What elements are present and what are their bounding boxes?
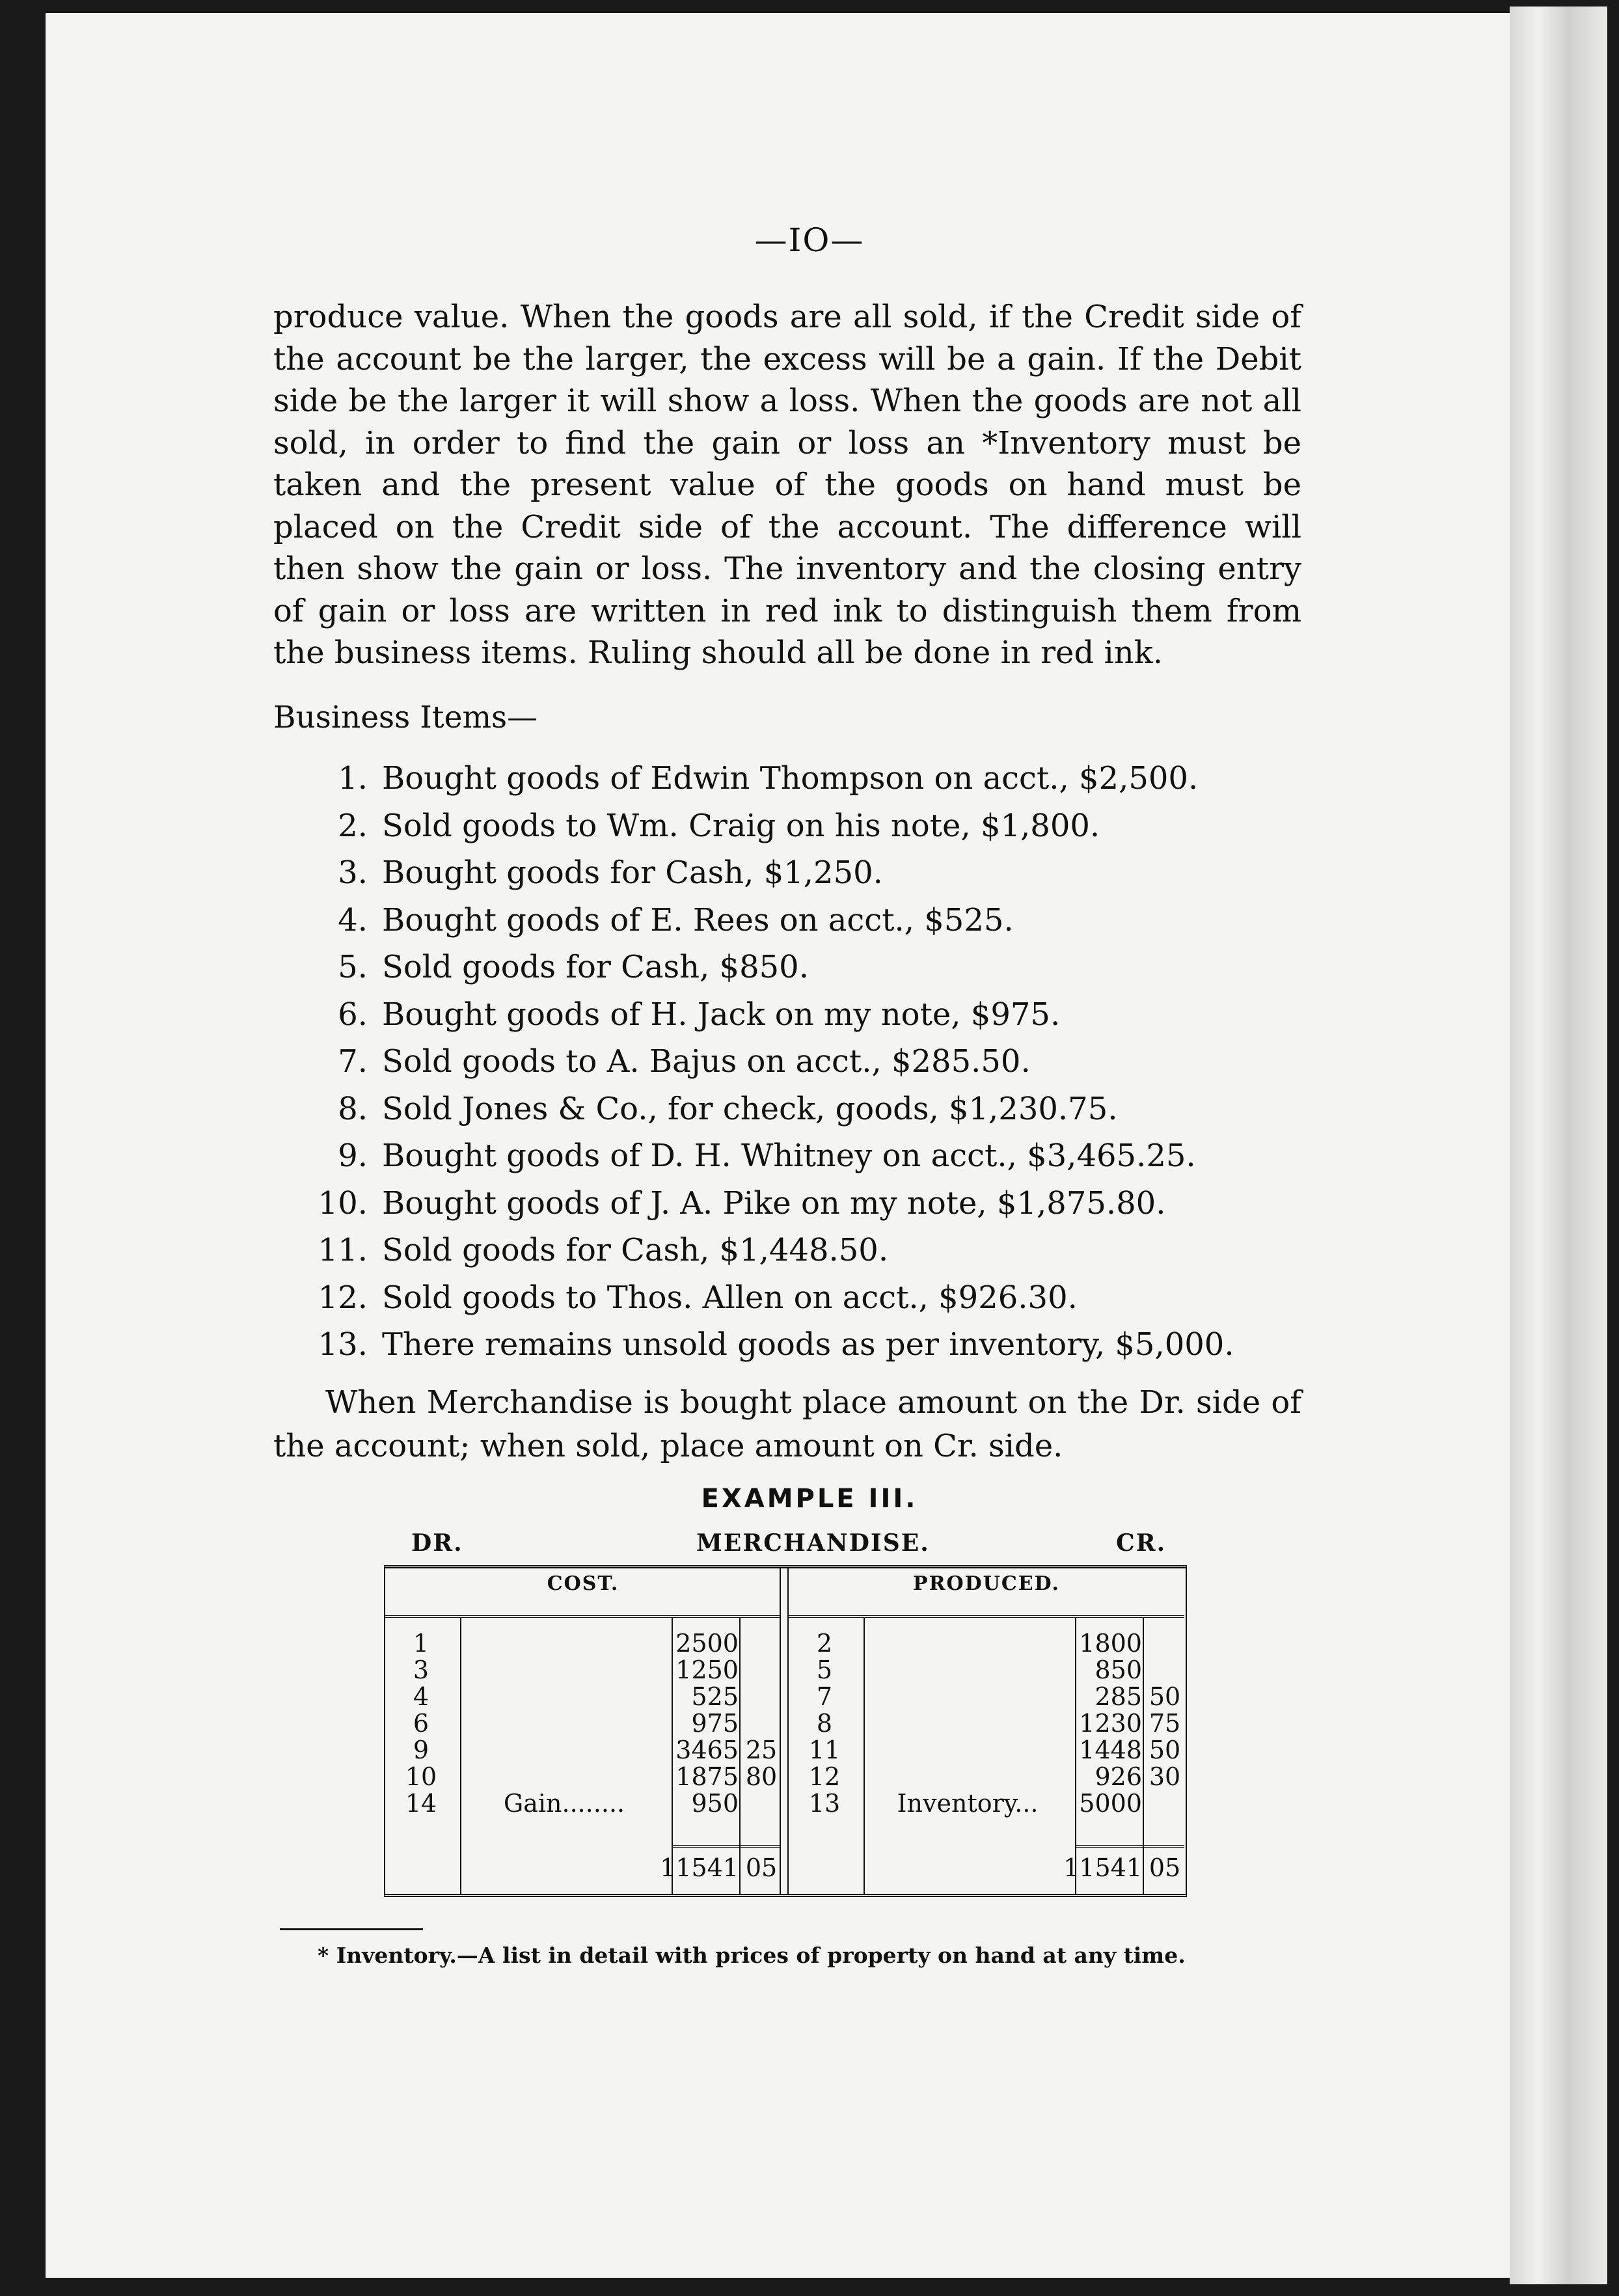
entry-dollars: 1448: [1079, 1736, 1142, 1764]
total-dollars: 11541: [660, 1853, 739, 1882]
item-text: Sold Jones & Co., for check, goods, $1,230.75.: [382, 1090, 1118, 1127]
ledger-table: [384, 1565, 1187, 1897]
entry-dollars: 850: [1095, 1656, 1142, 1684]
account-name: MERCHANDISE.: [696, 1529, 930, 1557]
item-text: Bought goods of E. Rees on acct., $525.: [382, 901, 1014, 938]
business-item: [306, 1321, 1234, 1369]
ledger-row: [789, 1710, 1184, 1737]
ledger-row: [789, 1790, 1184, 1817]
ledger-center-rule: [780, 1568, 789, 1894]
item-text: Sold goods for Cash, $850.: [382, 949, 809, 985]
item-number: 3.: [338, 854, 368, 891]
ledger-row: [385, 1790, 781, 1817]
item-text: Sold goods to A. Bajus on acct., $285.50.: [382, 1043, 1031, 1080]
debit-label: DR.: [411, 1529, 463, 1557]
item-number: 10.: [318, 1184, 368, 1222]
entry-dollars: 525: [691, 1682, 739, 1711]
entry-dollars: 5000: [1079, 1789, 1142, 1818]
entry-cents: 50: [1149, 1736, 1181, 1764]
item-number: 4.: [338, 901, 368, 938]
entry-number: 1: [413, 1629, 429, 1658]
heading-rule: [789, 1615, 1184, 1618]
ledger-row: [789, 1657, 1184, 1684]
item-text: Bought goods for Cash, $1,250.: [382, 854, 883, 891]
item-text: Sold goods to Thos. Allen on acct., $926.30.: [382, 1279, 1078, 1316]
business-items-heading: Business Items—: [273, 700, 538, 735]
total-cents: 05: [745, 1853, 778, 1882]
entry-dollars: 1250: [675, 1656, 739, 1684]
entry-description: Inventory...: [897, 1789, 1039, 1818]
total-cents: 05: [1149, 1853, 1181, 1882]
entry-dollars: 2500: [675, 1629, 739, 1658]
footnote-rule: [280, 1928, 423, 1930]
entry-number: 7: [816, 1682, 833, 1711]
item-text: Bought goods of H. Jack on my note, $975.: [382, 996, 1061, 1033]
ledger-row: [385, 1764, 781, 1790]
total-dollars: 11541: [1063, 1853, 1142, 1882]
item-text: Sold goods to Wm. Craig on his note, $1,800.: [382, 807, 1100, 844]
business-item: [306, 1180, 1234, 1227]
entry-number: 8: [816, 1709, 833, 1738]
entry-dollars: 3465: [675, 1736, 739, 1764]
entry-dollars: 285: [1095, 1682, 1142, 1711]
business-item: [306, 1274, 1234, 1322]
entry-dollars: 1230: [1079, 1709, 1142, 1738]
business-item: [306, 944, 1234, 991]
debit-heading: COST.: [547, 1572, 619, 1595]
item-number: 7.: [338, 1043, 368, 1080]
entry-dollars: 950: [691, 1789, 739, 1818]
entry-cents: 30: [1149, 1762, 1181, 1791]
entry-dollars: 926: [1095, 1762, 1142, 1791]
item-number: 9.: [338, 1138, 368, 1174]
entry-number: 3: [413, 1656, 429, 1684]
item-text: Bought goods of J. A. Pike on my note, $1,875.80.: [382, 1184, 1166, 1222]
ledger-row: [385, 1737, 781, 1764]
item-number: 1.: [338, 760, 368, 797]
footnote: * Inventory.—A list in detail with prices of property on hand at any time.: [318, 1943, 1186, 1968]
entry-number: 2: [816, 1629, 833, 1658]
ledger-row: [789, 1684, 1184, 1710]
ledger-row: [789, 1630, 1184, 1657]
ledger-row: [789, 1737, 1184, 1764]
ledger-row: [789, 1764, 1184, 1790]
entry-number: 9: [413, 1736, 429, 1764]
ledger-row: [385, 1630, 781, 1657]
item-number: 8.: [338, 1090, 368, 1127]
item-text: Bought goods of Edwin Thompson on acct., $2,500.: [382, 760, 1199, 797]
total-rule: [672, 1845, 781, 1848]
page-number: —IO—: [754, 221, 865, 259]
entry-dollars: 1800: [1079, 1629, 1142, 1658]
body-paragraph: produce value. When the goods are all sold, if the Credit side of the account be the larger, the excess will be a gain. If the Debit side be the larger it will show a loss. When the goods are not all sold, in order to find the gain or loss an *Inventory must be taken and the present value of the goods on hand must be placed on the Credit side of the account. The difference will then show the gain or loss. The inventory and the closing entry of gain or loss are written in red ink to distinguish them from the business items. Ruling should all be done in red ink.: [273, 299, 1301, 671]
ledger-row: [385, 1684, 781, 1710]
total-rule: [1075, 1845, 1184, 1848]
item-text: Sold goods for Cash, $1,448.50.: [382, 1232, 889, 1268]
entry-number: 4: [413, 1682, 429, 1711]
example-title: EXAMPLE III.: [701, 1484, 918, 1514]
item-text: Bought goods of D. H. Whitney on acct., $3,465.25.: [382, 1138, 1196, 1174]
entry-number: 13: [808, 1789, 841, 1818]
business-item: [306, 802, 1234, 850]
business-item: [306, 991, 1234, 1039]
entry-number: 10: [405, 1762, 437, 1791]
ledger-total-row: [789, 1855, 1184, 1881]
ledger-debit-side: [385, 1568, 781, 1894]
business-item: [306, 1086, 1234, 1133]
rule-paragraph: When Merchandise is bought place amount on the Dr. side of the account; when sold, place amount on Cr. side.: [273, 1384, 1301, 1464]
entry-cents: 50: [1149, 1682, 1181, 1711]
item-number: 11.: [318, 1232, 368, 1268]
ledger-row: [385, 1657, 781, 1684]
item-number: 13.: [318, 1326, 368, 1363]
business-item: [306, 755, 1234, 802]
item-number: 6.: [338, 996, 368, 1033]
ledger-row: [385, 1710, 781, 1737]
business-item: [306, 1132, 1234, 1180]
business-item: [306, 1038, 1234, 1086]
business-items-list: [306, 755, 1234, 1369]
credit-label: CR.: [1116, 1529, 1167, 1557]
business-item: [306, 897, 1234, 944]
business-item: [306, 849, 1234, 897]
entry-number: 5: [816, 1656, 833, 1684]
entry-dollars: 975: [691, 1709, 739, 1738]
entry-number: 6: [413, 1709, 429, 1738]
page-edge: [1510, 7, 1607, 2284]
business-item: [306, 1227, 1234, 1274]
item-number: 2.: [338, 807, 368, 844]
entry-dollars: 1875: [675, 1762, 739, 1791]
item-number: 5.: [338, 949, 368, 985]
entry-number: 11: [808, 1736, 841, 1764]
item-text: There remains unsold goods as per inventory, $5,000.: [382, 1326, 1234, 1363]
credit-heading: PRODUCED.: [913, 1572, 1060, 1595]
entry-number: 12: [808, 1762, 841, 1791]
entry-description: Gain........: [503, 1789, 625, 1818]
ledger-total-row: [385, 1855, 781, 1881]
entry-cents: 80: [745, 1762, 778, 1791]
item-number: 12.: [318, 1279, 368, 1316]
entry-number: 14: [405, 1789, 437, 1818]
entry-cents: 25: [745, 1736, 778, 1764]
ledger-credit-side: [789, 1568, 1184, 1894]
heading-rule: [385, 1615, 781, 1618]
entry-cents: 75: [1149, 1709, 1181, 1738]
